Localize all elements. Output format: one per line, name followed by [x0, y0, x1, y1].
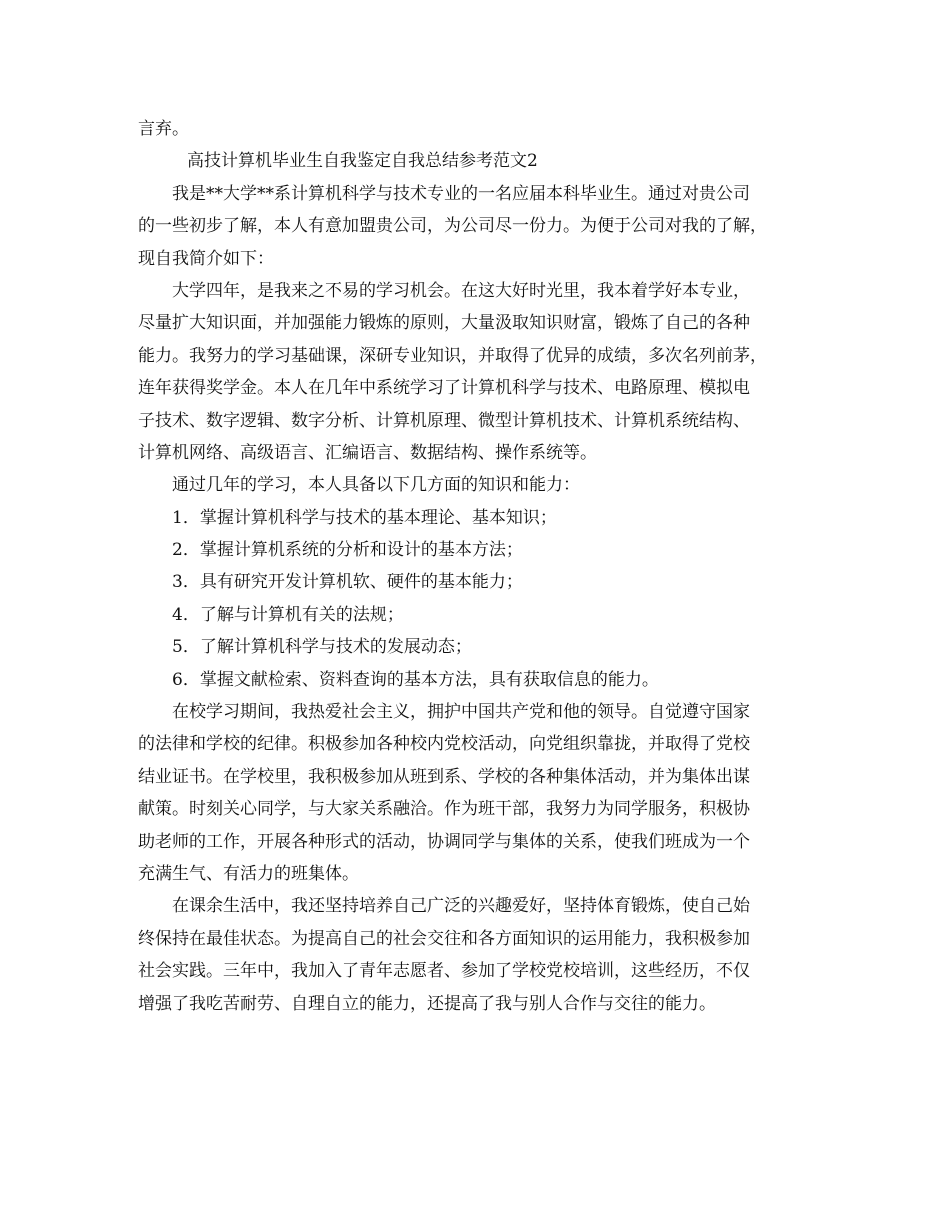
text-line: 助老师的工作，开展各种形式的活动，协调同学与集体的关系，使我们班成为一个 [138, 831, 750, 852]
text-line: 我是**大学**系计算机科学与技术专业的一名应届本科毕业生。通过对贵公司 [172, 183, 750, 204]
text-line: 的法律和学校的纪律。积极参加各种校内党校活动，向党组织靠拢，并取得了党校 [138, 734, 750, 755]
text-line: 通过几年的学习，本人具备以下几方面的知识和能力： [172, 475, 580, 496]
text-line: 的一些初步了解，本人有意加盟贵公司，为公司尽一份力。为便于公司对我的了解， [138, 216, 767, 237]
text-line: 1．掌握计算机科学与技术的基本理论、基本知识； [172, 507, 557, 528]
text-line: 尽量扩大知识面，并加强能力锻炼的原则，大量汲取知识财富，锻炼了自己的各种 [138, 313, 750, 334]
text-line: 能力。我努力的学习基础课，深研专业知识，并取得了优异的成绩，多次名列前茅， [138, 345, 767, 366]
text-line: 充满生气、有活力的班集体。 [138, 863, 359, 884]
text-line: 增强了我吃苦耐劳、自理自立的能力，还提高了我与别人合作与交往的能力。 [138, 993, 716, 1014]
text-line: 献策。时刻关心同学，与大家关系融洽。作为班干部，我努力为同学服务，积极协 [138, 799, 750, 820]
text-line: 大学四年，是我来之不易的学习机会。在这大好时光里，我本着学好本专业， [172, 280, 750, 301]
text-line: 子技术、数字逻辑、数字分析、计算机原理、微型计算机技术、计算机系统结构、 [138, 410, 750, 431]
text-line: 3．具有研究开发计算机软、硬件的基本能力； [172, 572, 523, 593]
text-line: 4．了解与计算机有关的法规； [172, 604, 404, 625]
text-line: 6．掌握文献检索、资料查询的基本方法，具有获取信息的能力。 [172, 669, 659, 690]
document-body [138, 113, 818, 1020]
text-line: 言弃。 [138, 119, 189, 139]
text-line: 社会实践。三年中，我加入了青年志愿者、参加了学校党校培训，这些经历，不仅 [138, 961, 750, 982]
document-heading: 高技计算机毕业生自我鉴定自我总结参考范文2 [187, 151, 538, 172]
text-line: 结业证书。在学校里，我积极参加从班到系、学校的各种集体活动，并为集体出谋 [138, 766, 750, 787]
text-line: 2．掌握计算机系统的分析和设计的基本方法； [172, 540, 523, 561]
text-line: 5．了解计算机科学与技术的发展动态； [172, 637, 472, 658]
text-line: 现自我简介如下： [138, 248, 274, 269]
text-line: 计算机网络、高级语言、汇编语言、数据结构、操作系统等。 [138, 442, 597, 463]
text-line: 终保持在最佳状态。为提高自己的社会交往和各方面知识的运用能力，我积极参加 [138, 928, 750, 949]
text-line: 连年获得奖学金。本人在几年中系统学习了计算机科学与技术、电路原理、模拟电 [138, 378, 750, 399]
text-line: 在课余生活中，我还坚持培养自己广泛的兴趣爱好，坚持体育锻炼，使自己始 [172, 896, 750, 917]
text-line: 在校学习期间，我热爱社会主义，拥护中国共产党和他的领导。自觉遵守国家 [172, 702, 750, 723]
